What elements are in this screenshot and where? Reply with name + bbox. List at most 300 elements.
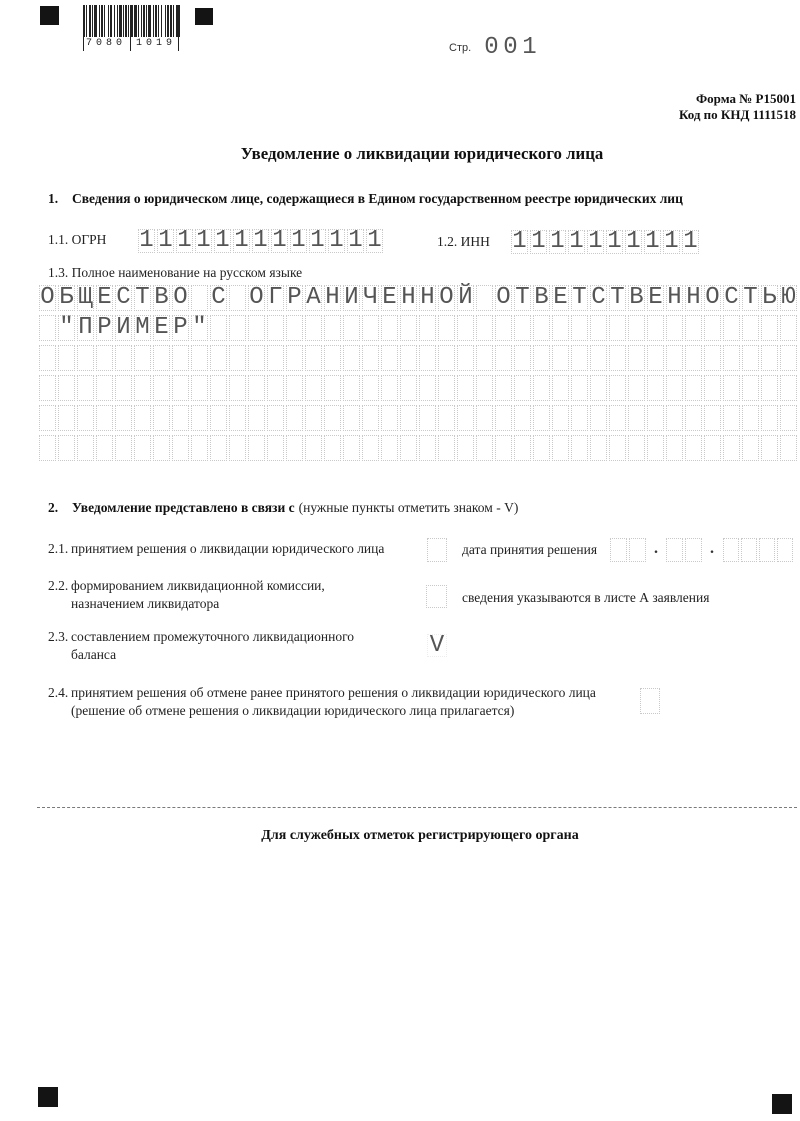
char-cell: Ю — [781, 284, 796, 311]
char-cell — [96, 375, 113, 401]
char-cell — [628, 375, 645, 401]
char-cell: 1 — [272, 227, 287, 254]
char-cell: О — [173, 284, 188, 311]
barcode-bar — [108, 5, 109, 37]
char-cell — [39, 405, 56, 431]
char-cell — [742, 345, 759, 371]
cut-line-divider — [37, 807, 797, 808]
char-cell — [780, 405, 797, 431]
item-line: составлением промежуточного ликвидационного — [71, 629, 355, 644]
char-cell: 1 — [253, 227, 268, 254]
barcode-bar — [125, 5, 127, 37]
inn-value — [510, 230, 700, 254]
char-cell — [552, 315, 569, 341]
checkbox-2-2 — [426, 585, 447, 608]
char-cell: Р — [287, 284, 302, 311]
char-cell: 1 — [139, 227, 154, 254]
char-cell: Н — [420, 284, 435, 311]
char-cell — [759, 538, 775, 562]
char-cell — [685, 345, 702, 371]
checkbox-2-4 — [640, 688, 660, 714]
char-cell — [77, 435, 94, 461]
char-cell — [286, 435, 303, 461]
char-cell — [229, 285, 246, 311]
char-cell — [286, 375, 303, 401]
char-cell — [647, 315, 664, 341]
char-cell — [723, 315, 740, 341]
char-cell — [552, 435, 569, 461]
char-cell — [666, 538, 683, 562]
item-number: 2.3. — [48, 629, 69, 644]
char-cell: Т — [743, 284, 758, 311]
char-cell — [742, 405, 759, 431]
char-cell — [172, 435, 189, 461]
char-cell — [495, 315, 512, 341]
char-cell — [590, 405, 607, 431]
char-cell: В — [629, 284, 644, 311]
char-cell — [609, 315, 626, 341]
char-cell — [58, 345, 75, 371]
barcode-bar — [138, 5, 139, 37]
char-cell — [590, 315, 607, 341]
char-cell: С — [211, 284, 226, 311]
checkbox-2-1 — [427, 538, 447, 562]
item-2-4 — [0, 684, 800, 724]
char-cell: 1 — [531, 228, 546, 255]
char-cell: 1 — [522, 34, 537, 61]
char-cell — [571, 345, 588, 371]
char-cell: Т — [572, 284, 587, 311]
char-cell — [248, 375, 265, 401]
char-cell: Н — [401, 284, 416, 311]
char-cell — [685, 435, 702, 461]
char-cell — [647, 435, 664, 461]
char-cell — [685, 375, 702, 401]
char-cell: Е — [154, 314, 169, 341]
char-cell — [381, 435, 398, 461]
char-cell — [248, 345, 265, 371]
char-cell: " — [192, 314, 207, 341]
barcode-bar — [110, 5, 112, 37]
char-cell: 1 — [588, 228, 603, 255]
char-cell — [476, 285, 493, 311]
char-cell — [761, 375, 778, 401]
char-cell — [419, 435, 436, 461]
item-line: (решение об отмене решения о ликвидации юридического лица прилагается) — [71, 703, 515, 718]
char-cell: Т — [515, 284, 530, 311]
char-cell: О — [40, 284, 55, 311]
char-cell: Т — [610, 284, 625, 311]
char-cell — [286, 405, 303, 431]
barcode-bar — [86, 5, 87, 37]
char-cell — [685, 315, 702, 341]
char-cell — [761, 345, 778, 371]
char-cell — [191, 345, 208, 371]
char-cell: Н — [686, 284, 701, 311]
char-cell — [741, 538, 757, 562]
char-cell — [96, 345, 113, 371]
char-cell: 1 — [512, 228, 527, 255]
section-2-hint: (нужные пункты отметить знаком - V) — [298, 500, 519, 515]
item-line: баланса — [71, 647, 117, 662]
char-cell — [419, 315, 436, 341]
barcode-bar — [134, 5, 137, 37]
char-cell — [742, 435, 759, 461]
char-cell — [457, 315, 474, 341]
char-cell — [305, 315, 322, 341]
char-cell: О — [496, 284, 511, 311]
char-cell — [381, 345, 398, 371]
char-cell: 1 — [329, 227, 344, 254]
char-cell: В — [534, 284, 549, 311]
char-cell — [248, 435, 265, 461]
char-cell — [191, 375, 208, 401]
char-cell — [248, 315, 265, 341]
item-line: формированием ликвидационной комиссии, — [71, 578, 325, 593]
char-cell — [115, 405, 132, 431]
char-cell — [457, 345, 474, 371]
char-cell — [305, 375, 322, 401]
char-cell — [267, 345, 284, 371]
char-cell — [723, 538, 739, 562]
char-cell — [153, 375, 170, 401]
char-cell: 0 — [503, 34, 518, 61]
char-cell — [742, 375, 759, 401]
char-cell: Б — [59, 284, 74, 311]
char-cell — [610, 538, 627, 562]
char-cell — [324, 315, 341, 341]
char-cell — [419, 405, 436, 431]
char-cell — [400, 375, 417, 401]
section-2-number: 2. — [48, 500, 59, 515]
char-cell — [362, 375, 379, 401]
char-cell — [115, 435, 132, 461]
item-number: 2.2. — [48, 578, 69, 593]
char-cell — [381, 375, 398, 401]
char-cell — [191, 285, 208, 311]
char-cell: 1 — [626, 228, 641, 255]
char-cell — [552, 375, 569, 401]
char-cell — [533, 405, 550, 431]
char-cell — [400, 435, 417, 461]
barcode-bar — [119, 5, 122, 37]
char-cell — [533, 345, 550, 371]
char-cell — [777, 538, 793, 562]
section-2-heading-row — [72, 499, 518, 517]
char-cell — [438, 375, 455, 401]
char-cell — [210, 315, 227, 341]
char-cell — [419, 345, 436, 371]
char-cell — [39, 375, 56, 401]
char-cell — [438, 315, 455, 341]
char-cell — [457, 405, 474, 431]
char-cell: Г — [268, 284, 283, 311]
char-cell — [400, 405, 417, 431]
ogrn-value — [137, 229, 384, 253]
char-cell — [761, 315, 778, 341]
char-cell — [780, 435, 797, 461]
char-cell — [533, 435, 550, 461]
char-cell — [514, 315, 531, 341]
char-cell — [723, 435, 740, 461]
char-cell — [267, 435, 284, 461]
corner-marker-bottom-right — [772, 1094, 792, 1114]
char-cell — [438, 345, 455, 371]
corner-marker-bottom-left — [38, 1087, 58, 1107]
char-cell — [267, 405, 284, 431]
char-cell: И — [116, 314, 131, 341]
char-cell — [704, 315, 721, 341]
char-cell — [39, 345, 56, 371]
char-cell — [590, 435, 607, 461]
char-cell — [39, 315, 56, 341]
char-cell — [666, 375, 683, 401]
char-cell — [324, 405, 341, 431]
char-cell — [647, 345, 664, 371]
char-cell — [761, 435, 778, 461]
char-cell: С — [591, 284, 606, 311]
char-cell — [609, 375, 626, 401]
item-text — [71, 540, 384, 558]
char-cell: Е — [382, 284, 397, 311]
barcode-bar — [104, 5, 105, 37]
char-cell: И — [344, 284, 359, 311]
char-cell — [666, 345, 683, 371]
char-cell — [419, 375, 436, 401]
barcode-bar — [167, 5, 169, 37]
barcode-bar — [158, 5, 159, 37]
char-cell: Р — [173, 314, 188, 341]
char-cell: Е — [648, 284, 663, 311]
char-cell — [134, 375, 151, 401]
char-cell: 1 — [683, 228, 698, 255]
char-cell — [571, 375, 588, 401]
char-cell — [476, 315, 493, 341]
barcode-bar — [148, 5, 151, 37]
barcode-bar — [92, 5, 93, 37]
char-cell: П — [78, 314, 93, 341]
char-cell — [476, 435, 493, 461]
char-cell — [628, 315, 645, 341]
char-cell — [571, 435, 588, 461]
barcode-bar — [143, 5, 145, 37]
char-cell — [305, 405, 322, 431]
sheet-a-note: сведения указываются в листе А заявления — [462, 590, 710, 605]
char-cell — [210, 435, 227, 461]
section-1-heading: Сведения о юридическом лице, содержащиеся в Едином государственном реестре юридических лиц — [72, 191, 683, 206]
full-name-grid — [38, 285, 798, 461]
char-cell — [552, 405, 569, 431]
char-cell — [248, 405, 265, 431]
ogrn-label: 1.1. ОГРН — [48, 232, 107, 247]
char-cell — [267, 315, 284, 341]
char-cell — [533, 315, 550, 341]
char-cell — [324, 375, 341, 401]
char-cell — [77, 375, 94, 401]
barcode-bar — [123, 5, 124, 37]
char-cell — [666, 405, 683, 431]
char-cell — [476, 345, 493, 371]
barcode-guard-bar — [83, 5, 84, 51]
char-cell: 0 — [484, 34, 499, 61]
char-cell — [134, 345, 151, 371]
char-cell: " — [59, 314, 74, 341]
char-cell — [381, 405, 398, 431]
char-cell — [343, 435, 360, 461]
char-cell — [704, 435, 721, 461]
char-cell — [343, 405, 360, 431]
barcode-number: 7080 1019 — [86, 38, 177, 49]
char-cell: 1 — [158, 227, 173, 254]
char-cell — [609, 345, 626, 371]
char-cell: 1 — [177, 227, 192, 254]
char-cell: 1 — [569, 228, 584, 255]
char-cell — [514, 345, 531, 371]
char-cell — [514, 435, 531, 461]
char-cell — [172, 405, 189, 431]
char-cell — [343, 375, 360, 401]
char-cell — [77, 345, 94, 371]
char-cell: С — [724, 284, 739, 311]
item-text — [71, 577, 325, 613]
char-cell — [629, 538, 646, 562]
char-cell — [647, 405, 664, 431]
char-cell — [172, 345, 189, 371]
char-cell — [514, 405, 531, 431]
char-cell — [153, 345, 170, 371]
corner-marker-top-left — [40, 6, 59, 25]
char-cell — [134, 435, 151, 461]
char-cell — [400, 345, 417, 371]
char-cell — [305, 345, 322, 371]
char-cell — [761, 405, 778, 431]
char-cell — [343, 315, 360, 341]
char-cell — [229, 315, 246, 341]
char-cell — [96, 405, 113, 431]
char-cell: 1 — [215, 227, 230, 254]
barcode-bar — [101, 5, 103, 37]
item-line: принятием решения о ликвидации юридического лица — [71, 541, 385, 556]
barcode-bar — [165, 5, 166, 37]
char-cell — [362, 405, 379, 431]
barcode-guard-bar — [178, 5, 179, 51]
char-cell — [305, 435, 322, 461]
char-cell — [267, 375, 284, 401]
char-cell: А — [306, 284, 321, 311]
char-cell: 1 — [234, 227, 249, 254]
char-cell: 1 — [607, 228, 622, 255]
char-cell — [58, 375, 75, 401]
barcode-bar — [141, 5, 142, 37]
char-cell: Н — [667, 284, 682, 311]
char-cell — [96, 435, 113, 461]
char-cell — [343, 345, 360, 371]
barcode-bar — [128, 5, 129, 37]
char-cell — [628, 435, 645, 461]
char-cell — [229, 435, 246, 461]
date-separator: . — [654, 540, 658, 557]
char-cell — [324, 345, 341, 371]
char-cell — [780, 345, 797, 371]
char-cell — [495, 435, 512, 461]
char-cell — [229, 375, 246, 401]
section-2-heading: Уведомление представлено в связи с — [72, 500, 295, 515]
char-cell — [533, 375, 550, 401]
char-cell — [704, 345, 721, 371]
char-cell: Т — [135, 284, 150, 311]
char-cell — [571, 315, 588, 341]
inn-label: 1.2. ИНН — [437, 234, 490, 249]
char-cell — [457, 435, 474, 461]
char-cell — [514, 375, 531, 401]
char-cell — [628, 345, 645, 371]
char-cell — [476, 405, 493, 431]
item-number: 2.4. — [48, 685, 69, 700]
char-cell — [723, 405, 740, 431]
page-label: Стр. — [449, 42, 472, 54]
char-cell — [172, 375, 189, 401]
item-2-3 — [0, 628, 800, 668]
char-cell — [590, 345, 607, 371]
char-cell — [153, 405, 170, 431]
char-cell — [229, 345, 246, 371]
char-cell — [153, 435, 170, 461]
char-cell — [647, 375, 664, 401]
char-cell — [666, 435, 683, 461]
knd-code: Код по КНД 1111518 — [678, 107, 796, 122]
barcode-bar — [146, 5, 147, 37]
char-cell — [571, 405, 588, 431]
decision-date-label: дата принятия решения — [462, 542, 598, 557]
char-cell — [77, 405, 94, 431]
char-cell: М — [135, 314, 150, 341]
char-cell — [780, 375, 797, 401]
char-cell: 1 — [196, 227, 211, 254]
barcode-bar — [89, 5, 91, 37]
char-cell — [666, 315, 683, 341]
char-cell — [210, 345, 227, 371]
barcode-bar — [170, 5, 172, 37]
char-cell — [115, 345, 132, 371]
page-number — [482, 36, 542, 60]
corner-marker-top — [195, 8, 213, 25]
char-cell — [362, 345, 379, 371]
char-cell — [609, 405, 626, 431]
char-cell — [590, 375, 607, 401]
barcode-bar — [131, 5, 133, 37]
char-cell: 1 — [310, 227, 325, 254]
char-cell — [476, 375, 493, 401]
char-cell — [628, 405, 645, 431]
form-number: Форма № Р15001 — [696, 91, 796, 106]
char-cell: О — [249, 284, 264, 311]
char-cell: Й — [458, 284, 473, 311]
char-cell — [362, 315, 379, 341]
char-cell: С — [116, 284, 131, 311]
char-cell — [191, 435, 208, 461]
barcode-bar — [155, 5, 157, 37]
char-cell — [210, 375, 227, 401]
char-cell — [495, 405, 512, 431]
item-line: принятием решения об отмене ранее принятого решения о ликвидации юридического лица — [71, 685, 596, 700]
char-cell — [552, 345, 569, 371]
char-cell — [286, 345, 303, 371]
char-cell — [210, 405, 227, 431]
char-cell — [286, 315, 303, 341]
barcode-bar — [94, 5, 97, 37]
char-cell: Ч — [363, 284, 378, 311]
char-cell — [400, 315, 417, 341]
